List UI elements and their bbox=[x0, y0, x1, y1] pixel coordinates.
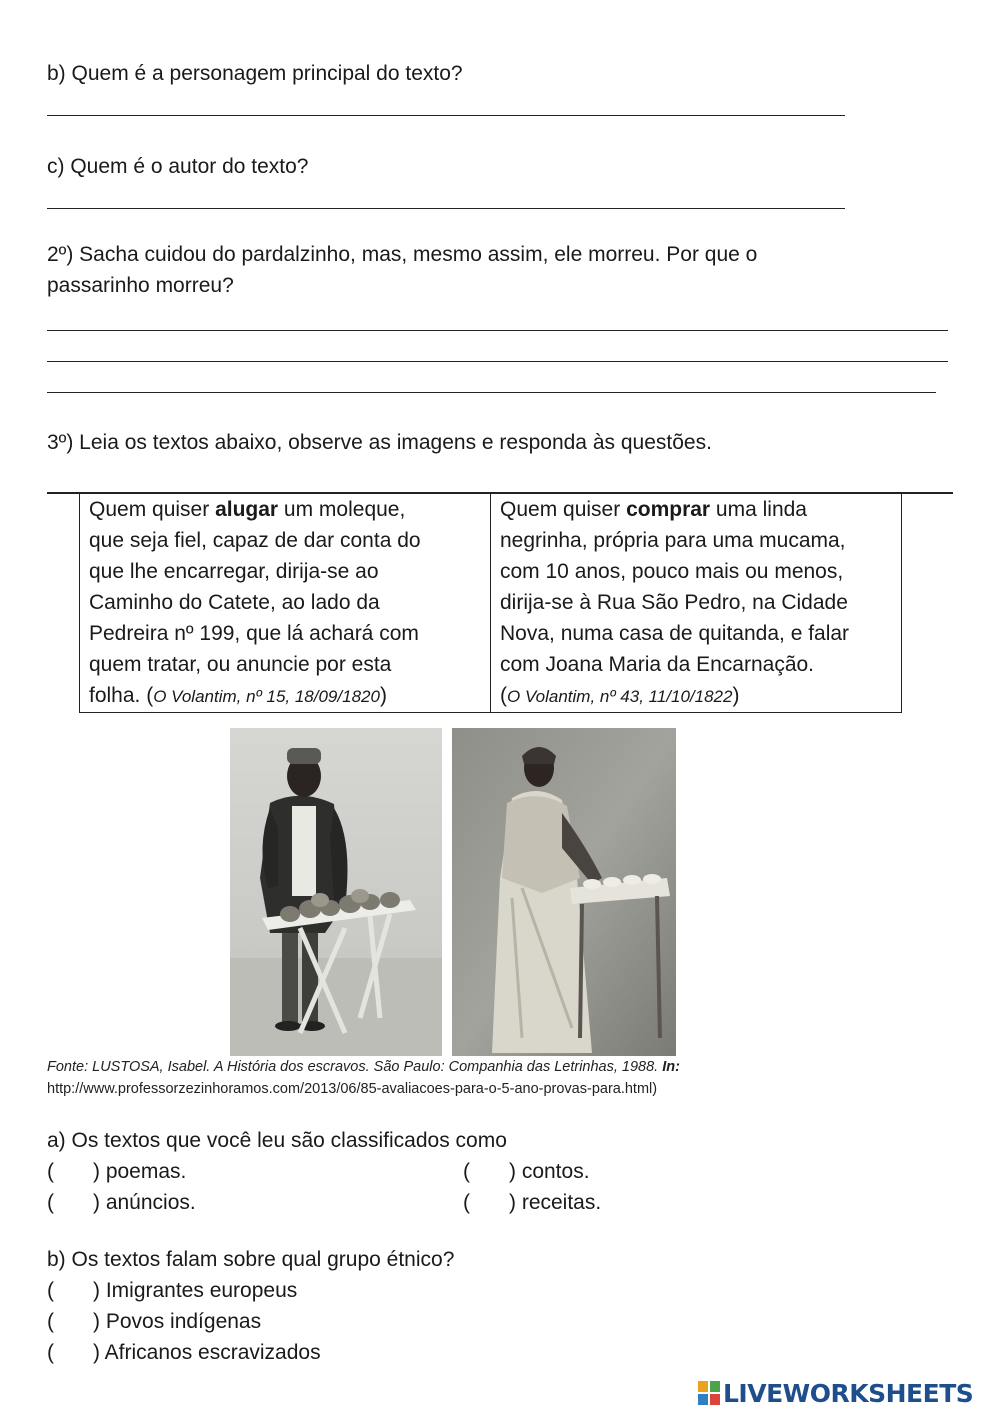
ad-left-line: um moleque, bbox=[278, 498, 406, 521]
answer-line-1b[interactable] bbox=[47, 115, 845, 116]
ad-right-line: negrinha, própria para uma mucama, bbox=[500, 529, 846, 552]
option-poemas[interactable] bbox=[47, 1156, 186, 1187]
image-source-text: Fonte: LUSTOSA, Isabel. A História dos escravos. São Paulo: Companhia das Letrinhas, 1988. bbox=[47, 1059, 663, 1075]
ad-left-line: que lhe encarregar, dirija-se ao bbox=[89, 560, 379, 583]
ad-left-line: folha. ( bbox=[89, 684, 154, 707]
ad-left-line: quem tratar, ou anuncie por esta bbox=[89, 653, 392, 676]
option-contos[interactable] bbox=[463, 1156, 590, 1187]
option-label: ) Povos indígenas bbox=[93, 1310, 262, 1333]
liveworksheets-logo[interactable] bbox=[698, 1378, 973, 1408]
option-paren[interactable]: ( bbox=[463, 1160, 470, 1183]
option-paren[interactable]: ( bbox=[47, 1191, 54, 1214]
option-paren[interactable]: ( bbox=[47, 1279, 54, 1302]
question-a: a) Os textos que você leu são classificados como bbox=[47, 1129, 507, 1152]
ad-right-line: ( bbox=[500, 684, 507, 707]
answer-line-2a[interactable] bbox=[47, 330, 948, 331]
ad-right-line: dirija-se à Rua São Pedro, na Cidade bbox=[500, 591, 848, 614]
question-2-line-2: passarinho morreu? bbox=[47, 274, 234, 297]
ad-left-source: O Volantim, nº 15, 18/09/1820 bbox=[153, 687, 380, 706]
option-africanos-escravizados[interactable] bbox=[47, 1337, 321, 1368]
image-source-in: In: bbox=[662, 1059, 680, 1075]
ad-right-bold: comprar bbox=[626, 498, 711, 521]
option-label: ) Imigrantes europeus bbox=[93, 1279, 298, 1302]
ad-right-line: com 10 anos, pouco mais ou menos, bbox=[500, 560, 844, 583]
ad-left-line: que seja fiel, capaz de dar conta do bbox=[89, 529, 421, 552]
question-b-ethnic: b) Os textos falam sobre qual grupo étnico? bbox=[47, 1248, 455, 1271]
woman-vendor-illustration bbox=[452, 728, 676, 1056]
ad-right-line: com Joana Maria da Encarnação. bbox=[500, 653, 815, 676]
option-imigrantes-europeus[interactable] bbox=[47, 1275, 297, 1306]
question-3: 3º) Leia os textos abaixo, observe as imagens e responda às questões. bbox=[47, 431, 712, 454]
ad-left bbox=[80, 494, 491, 713]
option-label: ) Africanos escravizados bbox=[93, 1341, 321, 1364]
photo-man-vendor bbox=[230, 728, 442, 1056]
answer-line-2b[interactable] bbox=[47, 361, 948, 362]
ad-left-line: Caminho do Catete, ao lado da bbox=[89, 591, 380, 614]
question-1c: c) Quem é o autor do texto? bbox=[47, 155, 309, 178]
answer-line-2c[interactable] bbox=[47, 392, 936, 393]
ad-left-line: Pedreira nº 199, que lá achará com bbox=[89, 622, 419, 645]
answer-line-1c[interactable] bbox=[47, 208, 845, 209]
ad-right-line: uma linda bbox=[710, 498, 807, 521]
option-paren[interactable]: ( bbox=[47, 1310, 54, 1333]
ad-left-bold: alugar bbox=[215, 498, 279, 521]
photo-woman-vendor bbox=[452, 728, 676, 1056]
ad-right bbox=[491, 494, 902, 713]
ad-left-close: ) bbox=[379, 684, 387, 707]
advertisements-table bbox=[79, 493, 902, 713]
option-label: ) anúncios. bbox=[93, 1191, 196, 1214]
question-2-line-1: 2º) Sacha cuidou do pardalzinho, mas, mesmo assim, ele morreu. Por que o bbox=[47, 243, 758, 266]
option-label: ) contos. bbox=[509, 1160, 590, 1183]
image-source bbox=[47, 1056, 680, 1100]
option-paren[interactable]: ( bbox=[47, 1160, 54, 1183]
option-paren[interactable]: ( bbox=[463, 1191, 470, 1214]
image-source-url: http://www.professorzezinhoramos.com/2013/06/85-avaliacoes-para-o-5-ano-provas-para.html) bbox=[47, 1081, 658, 1097]
ad-right-line: Nova, numa casa de quitanda, e falar bbox=[500, 622, 850, 645]
question-1b: b) Quem é a personagem principal do texto? bbox=[47, 62, 463, 85]
logo-text: LIVEWORKSHEETS bbox=[723, 1378, 974, 1408]
liveworksheets-logo-icon bbox=[698, 1381, 720, 1405]
man-vendor-illustration bbox=[230, 728, 442, 1056]
option-label: ) receitas. bbox=[509, 1191, 602, 1214]
option-label: ) poemas. bbox=[93, 1160, 187, 1183]
option-receitas[interactable] bbox=[463, 1187, 601, 1218]
option-povos-indigenas[interactable] bbox=[47, 1306, 261, 1337]
ad-right-close: ) bbox=[732, 684, 740, 707]
ad-left-pre: Quem quiser bbox=[89, 498, 216, 521]
ad-right-source: O Volantim, nº 43, 11/10/1822 bbox=[507, 687, 733, 706]
ad-right-pre: Quem quiser bbox=[500, 498, 627, 521]
option-anuncios[interactable] bbox=[47, 1187, 196, 1218]
option-paren[interactable]: ( bbox=[47, 1341, 54, 1364]
